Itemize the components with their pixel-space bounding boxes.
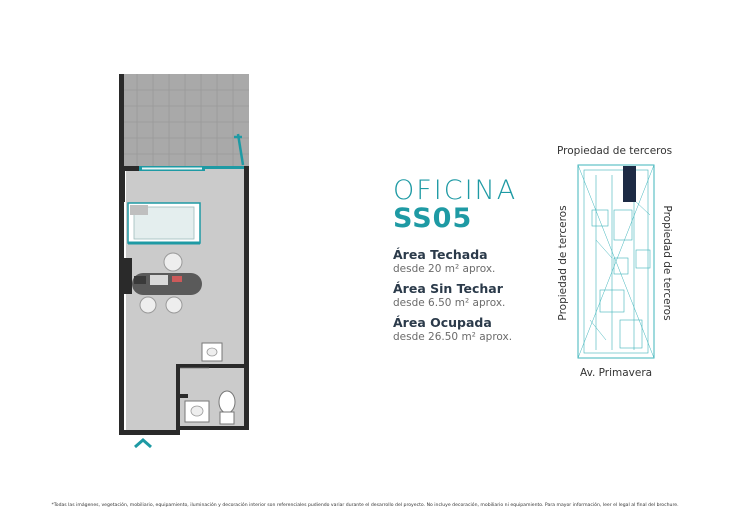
map-label-right: Propiedad de terceros xyxy=(661,205,673,321)
unit-code: SS05 xyxy=(393,203,473,234)
map-label-top: Propiedad de terceros xyxy=(557,145,673,157)
office-label: OFICINA xyxy=(393,175,518,206)
map-label-left: Propiedad de terceros xyxy=(557,205,569,321)
area-label: Área Ocupada xyxy=(393,315,492,330)
map-label-street: Av. Primavera xyxy=(580,367,653,379)
meeting-desk xyxy=(128,203,200,243)
patio-area xyxy=(121,74,249,166)
area-value: desde 20 m² aprox. xyxy=(393,263,496,275)
chevron-up-icon xyxy=(135,440,151,447)
legal-footnote: *Todas las imágenes, vegetación, mobiliario, equipamiento, iluminación y decoración interior son referenciales pudiendo variar durante el desarrollo del proyecto. No incluye decoración, mobiliario ni equipamiento. Para mayor información, leer el legal al final del brochure. xyxy=(51,503,679,508)
area-value: desde 26.50 m² aprox. xyxy=(393,331,513,343)
area-label: Área Techada xyxy=(393,247,488,262)
unit-highlight xyxy=(623,166,636,202)
area-value: desde 6.50 m² aprox. xyxy=(393,297,506,309)
area-label: Área Sin Techar xyxy=(393,281,503,296)
